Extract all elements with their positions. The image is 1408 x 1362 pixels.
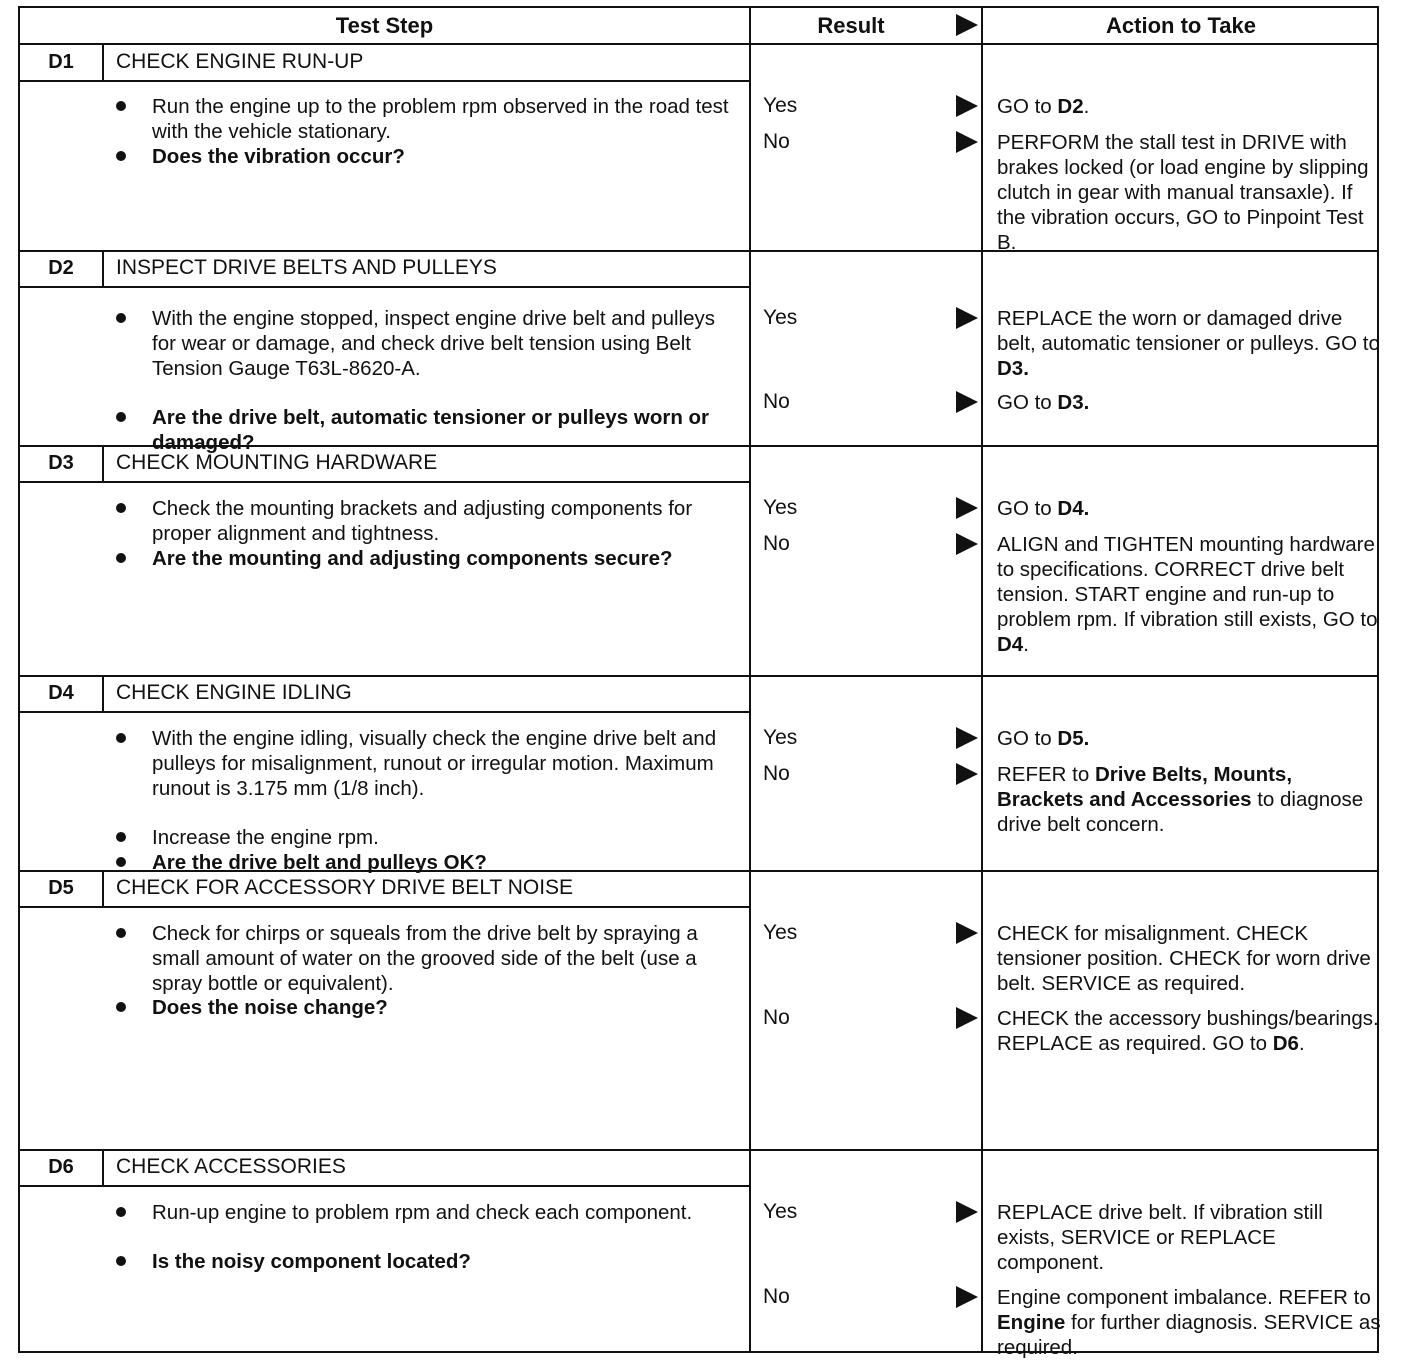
result-yes: Yes bbox=[763, 726, 798, 749]
arrow-right-icon bbox=[956, 1007, 978, 1029]
arrow-right-icon bbox=[956, 727, 978, 749]
action-segment: . bbox=[1083, 95, 1090, 118]
result-no: No bbox=[763, 532, 790, 555]
bullet-icon bbox=[116, 1256, 126, 1266]
action-segment: REPLACE the worn or damaged drive belt, automatic tensioner or pulleys. GO to bbox=[997, 307, 1380, 355]
bullet-icon bbox=[116, 553, 126, 563]
action-segment: ALIGN and TIGHTEN mounting hardware to specifications. CORRECT drive belt tension. START engine and run-up to problem rpm. If vibration still exists, GO to bbox=[997, 533, 1378, 631]
result-no: No bbox=[763, 1006, 790, 1029]
bullet-icon bbox=[116, 1002, 126, 1012]
arrow-right-icon bbox=[956, 533, 978, 555]
action-text bbox=[997, 1200, 1382, 1275]
bullet-icon bbox=[116, 503, 126, 513]
header-divider bbox=[20, 43, 1379, 45]
step-id: D4 bbox=[48, 682, 74, 704]
bullet-icon bbox=[116, 928, 126, 938]
step-id-divider bbox=[102, 1149, 104, 1185]
result-yes: Yes bbox=[763, 921, 798, 944]
action-reference: D3. bbox=[1057, 391, 1090, 414]
result-no: No bbox=[763, 762, 790, 785]
step-instruction: Run the engine up to the problem rpm observed in the road test with the vehicle stationary. bbox=[152, 95, 729, 143]
action-reference: D6 bbox=[1272, 1032, 1299, 1055]
row-divider bbox=[20, 870, 1379, 872]
step-id-divider bbox=[102, 675, 104, 711]
arrow-right-icon bbox=[956, 391, 978, 413]
step-title: CHECK ACCESSORIES bbox=[116, 1155, 346, 1178]
step-instruction: Are the mounting and adjusting components secure? bbox=[152, 547, 673, 570]
result-yes: Yes bbox=[763, 306, 798, 329]
step-id-divider bbox=[102, 870, 104, 906]
arrow-right-icon bbox=[956, 922, 978, 944]
bullet-icon bbox=[116, 101, 126, 111]
step-title: CHECK MOUNTING HARDWARE bbox=[116, 451, 438, 474]
step-id-divider bbox=[102, 250, 104, 286]
step-id: D3 bbox=[48, 452, 74, 474]
result-no: No bbox=[763, 130, 790, 153]
step-title: CHECK ENGINE RUN-UP bbox=[116, 50, 364, 73]
arrow-right-icon bbox=[956, 763, 978, 785]
step-id-divider bbox=[102, 44, 104, 80]
step-id-divider bbox=[102, 445, 104, 481]
step-id: D6 bbox=[48, 1156, 74, 1178]
result-yes: Yes bbox=[763, 496, 798, 519]
action-text bbox=[997, 496, 1382, 521]
action-segment: GO to bbox=[997, 391, 1058, 414]
step-instruction: Are the drive belt and pulleys OK? bbox=[152, 851, 487, 874]
step-instruction: Does the vibration occur? bbox=[152, 145, 405, 168]
action-reference: D4. bbox=[1057, 497, 1090, 520]
arrow-right-icon bbox=[956, 14, 978, 36]
action-segment: GO to bbox=[997, 727, 1058, 750]
action-text bbox=[997, 1285, 1382, 1360]
step-instruction: Are the drive belt, automatic tensioner or pulleys worn or damaged? bbox=[152, 406, 710, 454]
action-segment: REFER to bbox=[997, 763, 1095, 786]
arrow-right-icon bbox=[956, 1286, 978, 1308]
action-segment: GO to bbox=[997, 95, 1058, 118]
arrow-right-icon bbox=[956, 497, 978, 519]
action-segment: PERFORM the stall test in DRIVE with brakes locked (or load engine by slipping clutch in gear with manual transaxle). If the vibration occurs, GO to Pinpoint Test B. bbox=[997, 131, 1369, 254]
action-reference: Drive Belts, Mounts, Brackets and Accessories bbox=[997, 763, 1293, 811]
step-instruction: With the engine idling, visually check the engine drive belt and pulleys for misalignment, runout or irregular motion. Maximum runout is 3.175 mm (1/8 inch). bbox=[152, 727, 717, 800]
action-reference: D4 bbox=[997, 633, 1024, 656]
step-title-divider bbox=[20, 481, 751, 483]
step-instruction: Run-up engine to problem rpm and check each component. bbox=[152, 1201, 693, 1224]
action-segment: Engine component imbalance. REFER to bbox=[997, 1286, 1371, 1309]
action-text bbox=[997, 130, 1382, 255]
action-reference: D3. bbox=[997, 357, 1029, 380]
arrow-right-icon bbox=[956, 131, 978, 153]
step-instruction: Increase the engine rpm. bbox=[152, 826, 379, 849]
step-instruction: Check the mounting brackets and adjusting components for proper alignment and tightness. bbox=[152, 497, 693, 545]
action-segment: . bbox=[1298, 1032, 1305, 1055]
step-title: CHECK ENGINE IDLING bbox=[116, 681, 352, 704]
action-text bbox=[997, 94, 1382, 119]
action-segment: . bbox=[1023, 633, 1029, 656]
step-title: CHECK FOR ACCESSORY DRIVE BELT NOISE bbox=[116, 876, 574, 899]
action-reference: D2 bbox=[1057, 95, 1084, 118]
step-title-divider bbox=[20, 80, 751, 82]
arrow-right-icon bbox=[956, 95, 978, 117]
row-divider bbox=[20, 250, 1379, 252]
action-segment: CHECK for misalignment. CHECK tensioner position. CHECK for worn drive belt. SERVICE as required. bbox=[997, 922, 1371, 995]
action-text bbox=[997, 390, 1382, 415]
step-id: D5 bbox=[48, 877, 74, 899]
arrow-right-icon bbox=[956, 307, 978, 329]
action-text bbox=[997, 726, 1382, 751]
header-action: Action to Take bbox=[1106, 13, 1256, 38]
bullet-icon bbox=[116, 412, 126, 422]
bullet-icon bbox=[116, 151, 126, 161]
bullet-icon bbox=[116, 733, 126, 743]
diagnostic-table bbox=[18, 6, 1381, 1359]
step-id: D1 bbox=[48, 51, 74, 73]
result-no: No bbox=[763, 1285, 790, 1308]
arrow-right-icon bbox=[956, 1201, 978, 1223]
bullet-icon bbox=[116, 832, 126, 842]
action-reference: Engine bbox=[997, 1311, 1066, 1334]
header-test-step: Test Step bbox=[335, 13, 434, 38]
step-id: D2 bbox=[48, 257, 74, 279]
step-title-divider bbox=[20, 711, 751, 713]
step-title-divider bbox=[20, 906, 751, 908]
action-text bbox=[997, 921, 1382, 996]
step-title-divider bbox=[20, 286, 751, 288]
result-yes: Yes bbox=[763, 1200, 798, 1223]
action-text bbox=[997, 1006, 1382, 1056]
action-text bbox=[997, 532, 1382, 657]
bullet-icon bbox=[116, 1207, 126, 1217]
result-no: No bbox=[763, 390, 790, 413]
action-segment: to diagnose drive belt concern. bbox=[997, 788, 1364, 836]
action-segment: REPLACE drive belt. If vibration still exists, SERVICE or REPLACE component. bbox=[997, 1201, 1323, 1274]
header-result: Result bbox=[817, 13, 885, 38]
step-instruction: Does the noise change? bbox=[152, 996, 388, 1019]
row-divider bbox=[20, 445, 1379, 447]
action-segment: CHECK the accessory bushings/bearings. REPLACE as required. GO to bbox=[997, 1007, 1379, 1055]
step-title-divider bbox=[20, 1185, 751, 1187]
bullet-icon bbox=[116, 857, 126, 867]
step-instruction: With the engine stopped, inspect engine drive belt and pulleys for wear or damage, and check drive belt tension using Belt Tension Gauge T63L-8620-A. bbox=[152, 307, 715, 380]
step-instruction: Check for chirps or squeals from the drive belt by spraying a small amount of water on the grooved side of the belt (use a spray bottle or equivalent). bbox=[152, 922, 698, 995]
step-instruction: Is the noisy component located? bbox=[152, 1250, 471, 1273]
bullet-icon bbox=[116, 313, 126, 323]
step-title: INSPECT DRIVE BELTS AND PULLEYS bbox=[116, 256, 497, 279]
action-segment: GO to bbox=[997, 497, 1058, 520]
action-text bbox=[997, 762, 1382, 837]
action-reference: D5. bbox=[1057, 727, 1090, 750]
row-divider bbox=[20, 675, 1379, 677]
action-text bbox=[997, 306, 1382, 381]
result-yes: Yes bbox=[763, 94, 798, 117]
action-segment: for further diagnosis. SERVICE as required. bbox=[997, 1311, 1381, 1359]
row-divider bbox=[20, 1149, 1379, 1151]
